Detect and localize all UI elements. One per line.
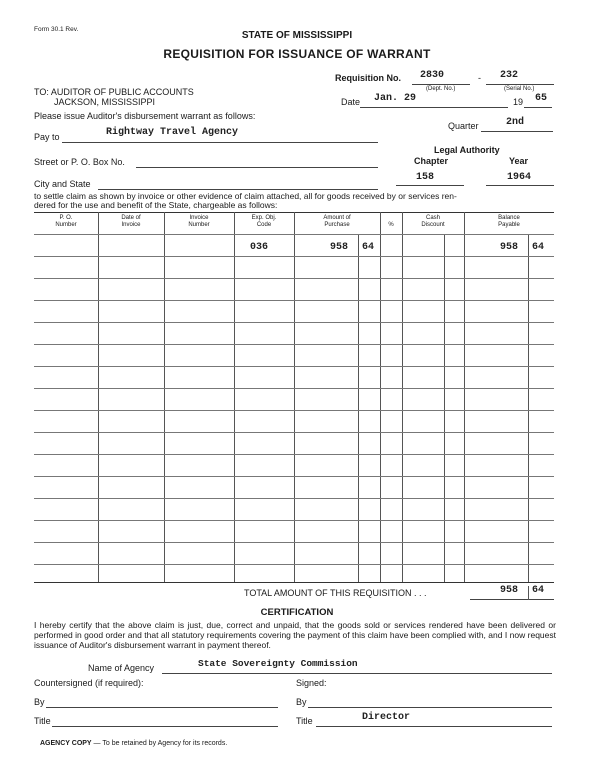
requisition-label: Requisition No. — [335, 73, 401, 83]
cents-divider — [444, 234, 445, 582]
by-line-left — [46, 707, 278, 708]
form-id: Form 30.1 Rev. — [34, 26, 79, 33]
title-line-right — [316, 726, 552, 727]
cents-divider — [358, 234, 359, 582]
legal-year-value: 1964 — [507, 172, 532, 183]
header-amount-of-purchase: Amount of Purchase — [323, 215, 351, 228]
footer-note — [40, 740, 227, 747]
table-row — [34, 542, 554, 543]
quarter-label: Quarter — [448, 121, 479, 131]
agency-value: State Sovereignty Commission — [198, 658, 358, 669]
title-line-left — [52, 726, 278, 727]
claim-text-line-1: to settle claim as shown by invoice or other evidence of claim attached, all for goods received by or services ren- — [34, 191, 457, 201]
signed-label: Signed: — [296, 678, 327, 688]
instruction-text: Please issue Auditor's disbursement warrant as follows: — [34, 111, 256, 121]
total-cents: 64 — [532, 585, 545, 596]
row-balance-cents: 64 — [532, 242, 545, 253]
total-dollars: 958 — [500, 585, 519, 596]
row-balance-dollars: 958 — [500, 242, 519, 253]
col-divider — [294, 212, 295, 582]
chapter-line — [396, 185, 464, 186]
title-label-right: Title — [296, 716, 313, 726]
footer-rest: — To be retained by Agency for its records. — [91, 740, 228, 747]
table-row — [34, 564, 554, 565]
pay-to-value: Rightway Travel Agency — [106, 127, 239, 138]
to-line-2: JACKSON, MISSISSIPPI — [54, 97, 156, 107]
year-line — [524, 107, 552, 108]
header-po-number: P. O. Number — [55, 215, 77, 228]
table-row — [34, 322, 554, 323]
table-row — [34, 388, 554, 389]
row-amount-dollars: 958 — [330, 242, 349, 253]
quarter-value: 2nd — [506, 117, 525, 128]
pay-to-line — [62, 142, 378, 143]
title-value: Director — [362, 712, 411, 723]
table-row — [34, 366, 554, 367]
street-label: Street or P. O. Box No. — [34, 157, 125, 167]
legal-year-line — [486, 185, 554, 186]
table-row — [34, 454, 554, 455]
row-amount-cents: 64 — [362, 242, 375, 253]
date-line — [360, 107, 508, 108]
table-row — [34, 300, 554, 301]
table-row — [34, 498, 554, 499]
table-row — [34, 410, 554, 411]
dept-no-value: 2830 — [420, 70, 445, 81]
date-value: Jan. 29 — [374, 93, 417, 104]
table-bottom-rule — [34, 582, 554, 583]
col-divider — [164, 212, 165, 582]
quarter-line — [481, 131, 553, 132]
to-line-1: TO: AUDITOR OF PUBLIC ACCOUNTS — [34, 87, 194, 97]
chapter-value: 158 — [416, 172, 435, 183]
agency-line — [162, 673, 552, 674]
page-title: REQUISITION FOR ISSUANCE OF WARRANT — [163, 47, 431, 61]
table-row — [34, 432, 554, 433]
total-label: TOTAL AMOUNT OF THIS REQUISITION . . . — [244, 588, 427, 598]
city-label: City and State — [34, 179, 91, 189]
cents-divider — [528, 234, 529, 582]
state-heading: STATE OF MISSISSIPPI — [241, 30, 353, 41]
header-exp-obj-code: Exp. Obj. Code — [251, 215, 277, 228]
table-row — [34, 344, 554, 345]
agency-label: Name of Agency — [88, 663, 155, 673]
city-line — [98, 189, 378, 190]
header-balance-payable: Balance Payable — [498, 215, 520, 228]
table-row — [34, 234, 554, 235]
by-line-right — [308, 707, 552, 708]
street-line — [136, 167, 378, 168]
header-cash-discount: Cash Discount — [421, 215, 445, 228]
by-label-left: By — [34, 697, 45, 707]
row-exp-code: 036 — [250, 242, 269, 253]
table-row — [34, 476, 554, 477]
serial-no-value: 232 — [500, 70, 519, 81]
total-line — [470, 599, 554, 600]
table-row — [34, 520, 554, 521]
pay-to-label: Pay to — [34, 132, 60, 142]
col-divider — [464, 212, 465, 582]
total-cents-divider — [528, 586, 529, 600]
dept-no-caption: (Dept. No.) — [426, 86, 456, 92]
col-divider — [98, 212, 99, 582]
header-date-of-invoice: Date of Invoice — [121, 215, 141, 228]
legal-authority-title: Legal Authority — [434, 145, 500, 155]
header-invoice-number: Invoice Number — [188, 215, 210, 228]
col-divider — [380, 212, 381, 582]
claim-text-line-2: dered for the use and benefit of the State, chargeable as follows: — [34, 200, 278, 210]
by-label-right: By — [296, 697, 307, 707]
certification-text: I hereby certify that the above claim is just, due, correct and unpaid, that the goods sold or services rendered have been delivered or performed in good order and that all statutory requirements covering the payment of this claim have been complied with, and I now request issuance of Auditor's disbursement warrant in payment thereof. — [34, 620, 556, 650]
legal-year-label: Year — [509, 156, 529, 166]
dept-no-line — [412, 84, 470, 85]
title-label-left: Title — [34, 716, 51, 726]
year-value: 65 — [535, 93, 548, 104]
table-row — [34, 278, 554, 279]
serial-no-line — [486, 84, 554, 85]
requisition-dash: - — [478, 73, 481, 83]
col-divider — [234, 212, 235, 582]
chapter-label: Chapter — [414, 156, 449, 166]
serial-no-caption: (Serial No.) — [504, 86, 535, 92]
col-divider — [402, 212, 403, 582]
year-prefix: 19 — [513, 97, 524, 107]
certification-title: CERTIFICATION — [260, 607, 334, 618]
countersigned-label: Countersigned (if required): — [34, 678, 144, 688]
header-percent: % — [388, 222, 394, 228]
table-row — [34, 256, 554, 257]
footer-agency-copy: AGENCY COPY — [40, 740, 92, 747]
date-label: Date — [341, 97, 361, 107]
